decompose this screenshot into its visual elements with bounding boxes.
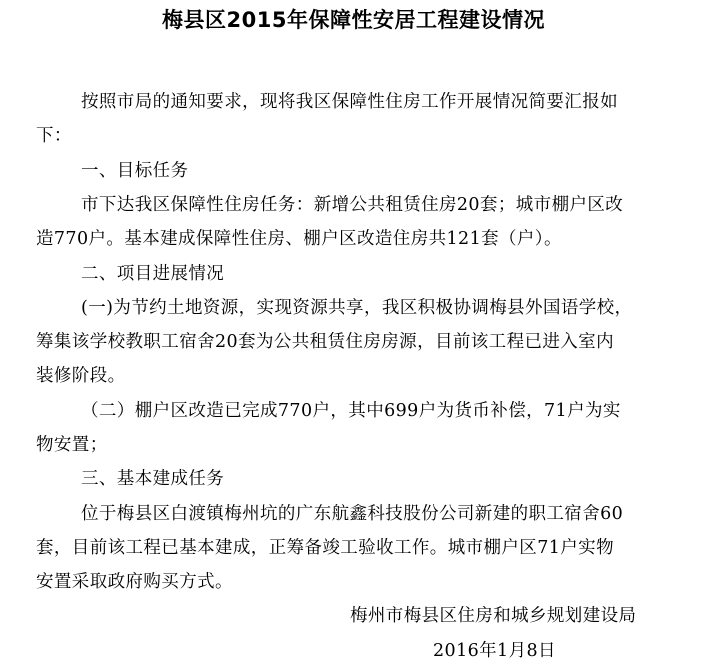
body-line-progress-2: 筹集该学校教职工宿舍20套为公共租赁住房房源，目前该工程已进入室内 <box>36 332 614 352</box>
body-line-progress-3: 装修阶段。 <box>36 366 126 386</box>
body-line-targets-1: 市下达我区保障性住房任务：新增公共租赁住房20套；城市棚户区改 <box>81 195 624 215</box>
body-line-intro-1: 按照市局的通知要求，现将我区保障性住房工作开展情况简要汇报如 <box>81 92 618 112</box>
body-line-targets-2: 造770户。基本建成保障性住房、棚户区改造住房共121套（户）。 <box>36 229 562 249</box>
document-title: 梅县区2015年保障性安居工程建设情况 <box>162 8 545 32</box>
section-heading-targets: 一、目标任务 <box>81 161 189 181</box>
signature-date: 2016年1月8日 <box>433 641 556 661</box>
body-line-progress-4: （二）棚户区改造已完成770户，其中699户为货币补偿，71户为实 <box>81 401 621 421</box>
body-line-progress-5: 物安置； <box>36 435 108 455</box>
section-heading-completion: 三、基本建成任务 <box>81 469 225 489</box>
body-line-completion-2: 套，目前该工程已基本建成，正筹备竣工验收工作。城市棚户区71户实物 <box>36 538 614 558</box>
body-line-progress-1: (一)为节约土地资源，实现资源共享，我区积极协调梅县外国语学校， <box>81 298 633 318</box>
signature-organization: 梅州市梅县区住房和城乡规划建设局 <box>350 606 637 626</box>
body-line-completion-1: 位于梅县区白渡镇梅州坑的广东航鑫科技股份公司新建的职工宿舍60 <box>81 504 624 524</box>
body-line-completion-3: 安置采取政府购买方式。 <box>36 572 233 592</box>
body-line-intro-2: 下： <box>36 126 72 146</box>
section-heading-progress: 二、项目进展情况 <box>81 264 225 284</box>
